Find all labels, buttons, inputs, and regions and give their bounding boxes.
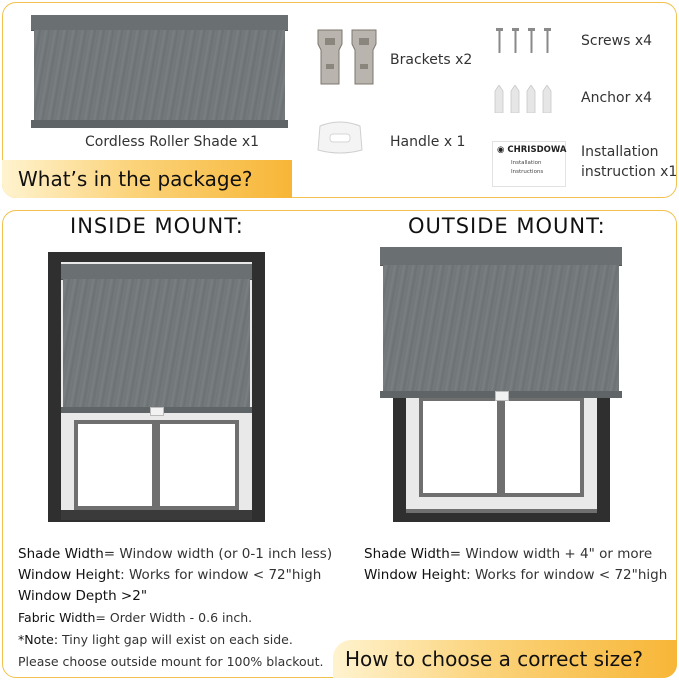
handle-image — [316, 120, 364, 156]
instruction-label-line1: Installation — [581, 144, 659, 160]
inside-spec-blackout: Please choose outside mount for 100% blackout. — [18, 654, 324, 669]
booklet-brand: ◉ CHRISDOWA — [497, 145, 567, 155]
inside-spec-note: *Note: Tiny light gap will exist on each side. — [18, 632, 293, 647]
outside-mount-title: OUTSIDE MOUNT: — [408, 214, 606, 238]
shade-label: Cordless Roller Shade x1 — [85, 134, 260, 150]
screws-label: Screws x4 — [581, 33, 653, 49]
inside-spec-window-height: Window Height: Works for window < 72"high — [18, 567, 322, 583]
outside-mount-illustration — [380, 247, 622, 522]
outside-spec-shade-width: Shade Width= Window width + 4" or more — [364, 546, 653, 562]
inside-mount-title: INSIDE MOUNT: — [70, 214, 244, 238]
booklet-line1: Installation — [511, 160, 542, 166]
anchors-image — [494, 85, 556, 113]
booklet-line2: Instructions — [511, 169, 544, 175]
inside-spec-shade-width: Shade Width= Window width (or 0-1 inch less) — [18, 546, 333, 562]
screws-image — [494, 28, 554, 54]
instruction-label-line2: instruction x1 — [581, 164, 678, 180]
package-banner: What’s in the package? — [2, 160, 292, 198]
roller-shade-image — [31, 15, 288, 128]
handle-label: Handle x 1 — [390, 134, 466, 150]
brackets-label: Brackets x2 — [390, 52, 473, 68]
anchor-label: Anchor x4 — [581, 90, 652, 106]
handle-icon — [150, 407, 164, 416]
size-banner: How to choose a correct size? — [333, 640, 677, 678]
handle-icon — [495, 391, 509, 401]
outside-spec-window-height: Window Height: Works for window < 72"high — [364, 567, 668, 583]
brackets-image — [314, 28, 380, 86]
inside-spec-fabric-width: Fabric Width= Order Width - 0.6 inch. — [18, 610, 253, 625]
instruction-booklet — [492, 141, 566, 187]
inside-spec-window-depth: Window Depth >2" — [18, 588, 148, 604]
inside-mount-illustration — [48, 252, 265, 522]
